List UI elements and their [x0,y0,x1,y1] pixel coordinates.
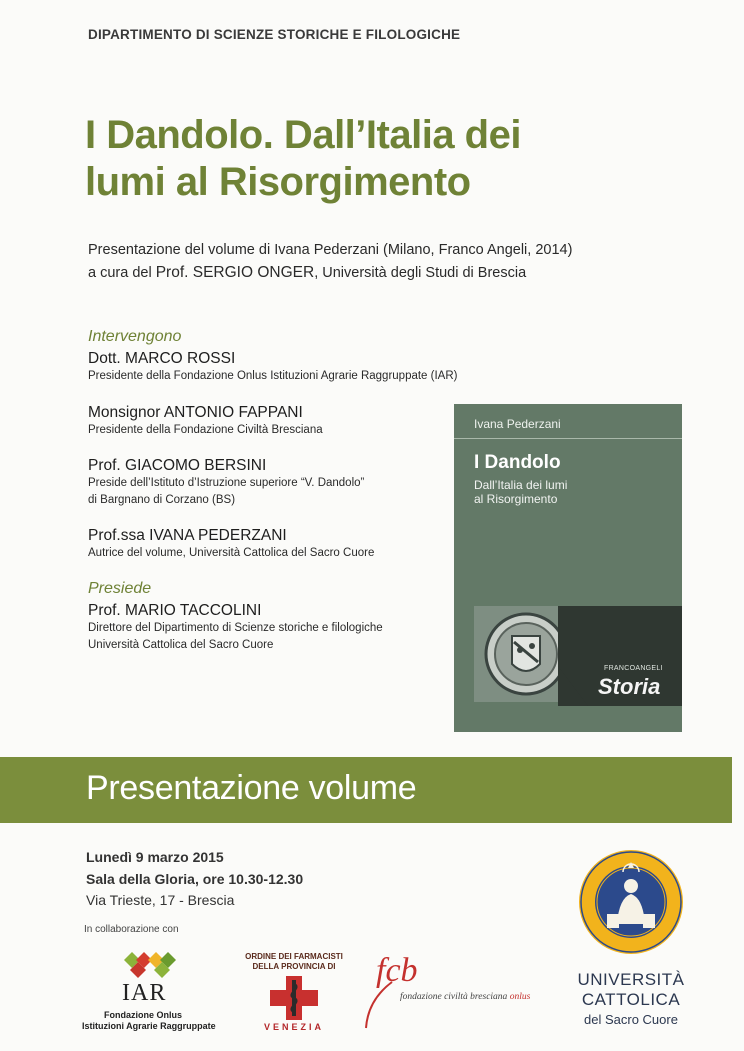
cattolica-logo [566,848,696,1033]
cattolica-line-3: del Sacro Cuore [584,1012,678,1027]
speaker-name: Dott. MARCO ROSSI [88,350,236,367]
book-publisher: FRANCOANGELI [604,665,663,672]
chair-desc: Direttore del Dipartimento di Scienze storiche e filologiche [88,622,383,634]
speaker-name: Monsignor ANTONIO FAPPANI [88,404,303,421]
speaker-desc: di Bargnano di Corzano (BS) [88,493,236,506]
subtitle-curator: Prof. SERGIO ONGER [155,264,315,281]
event-address: Via Trieste, 17 - Brescia [86,892,235,908]
chair [88,602,383,653]
speaker-desc: Autrice del volume, Università Cattolica del Sacro Cuore [88,547,375,559]
iar-name: IAR [122,980,167,1006]
banner-title: Presentazione volume [86,769,417,807]
title-line-2: lumi al Risorgimento [85,160,471,205]
subtitle-line-2 [88,264,526,282]
farmacisti-line-1: ORDINE DEI FARMACISTI [245,952,343,961]
cattolica-line-1: UNIVERSITÀ [577,970,685,989]
speaker-4 [88,527,374,562]
pharmacy-cross-icon [268,974,320,1022]
fcb-name: fondazione civiltà bresciana onlus [400,992,531,1002]
iar-logo [82,948,232,1036]
book-author: Ivana Pederzani [474,417,561,431]
book-series: Storia [598,674,661,699]
book-title: I Dandolo [474,452,561,473]
farmacisti-line-2: DELLA PROVINCIA DI [252,962,336,971]
speaker-name: Prof.ssa IVANA PEDERZANI [88,527,287,544]
page-title [85,112,645,206]
iar-subtitle: Fondazione Onlus [104,1010,182,1020]
chair-label: Presiede [88,580,152,597]
speaker-desc: Presidente della Fondazione Onlus Istituzioni Agrarie Raggruppate (IAR) [88,370,458,382]
speaker-3 [88,457,364,508]
subtitle-prefix: a cura del [88,265,156,281]
event-date: Lunedì 9 marzo 2015 [86,849,224,865]
fcb-swoosh-icon [362,980,402,1030]
book-subtitle: al Risorgimento [474,492,558,506]
subtitle-suffix: , Università degli Studi di Brescia [314,265,527,281]
farmacisti-logo [238,952,350,1038]
book-subtitle: Dall’Italia dei lumi [474,478,568,492]
speaker-name: Prof. GIACOMO BERSINI [88,457,267,474]
chair-desc: Università Cattolica del Sacro Cuore [88,638,274,651]
banner [0,757,732,823]
cattolica-line-2: CATTOLICA [581,990,681,1009]
chair-name: Prof. MARIO TACCOLINI [88,602,262,619]
fcb-logo [362,950,537,1030]
speakers-label: Intervengono [88,328,182,345]
cattolica-seal-icon [577,848,685,956]
iar-subtitle: Istituzioni Agrarie Raggruppate [82,1021,216,1031]
speaker-desc: Presidente della Fondazione Civiltà Bresciana [88,424,323,436]
book-divider [454,438,682,439]
subtitle-line-1: Presentazione del volume di Ivana Pederzani (Milano, Franco Angeli, 2014) [88,242,573,258]
book-cover [454,404,682,732]
title-line-1: I Dandolo. Dall’Italia dei [85,113,521,157]
department-heading: DIPARTIMENTO DI SCIENZE STORICHE E FILOLOGICHE [88,27,461,42]
fcb-mark: fcb [376,952,418,989]
event-place-time: Sala della Gloria, ore 10.30-12.30 [86,871,304,887]
speaker-desc: Preside dell’Istituto d’Istruzione superiore “V. Dandolo” [88,477,365,489]
farmacisti-city: VENEZIA [263,1022,324,1032]
collaboration-label: In collaborazione con [84,924,179,935]
iar-emblem-icon [120,948,184,980]
speaker-2 [88,404,323,439]
speaker-1 [88,350,457,385]
